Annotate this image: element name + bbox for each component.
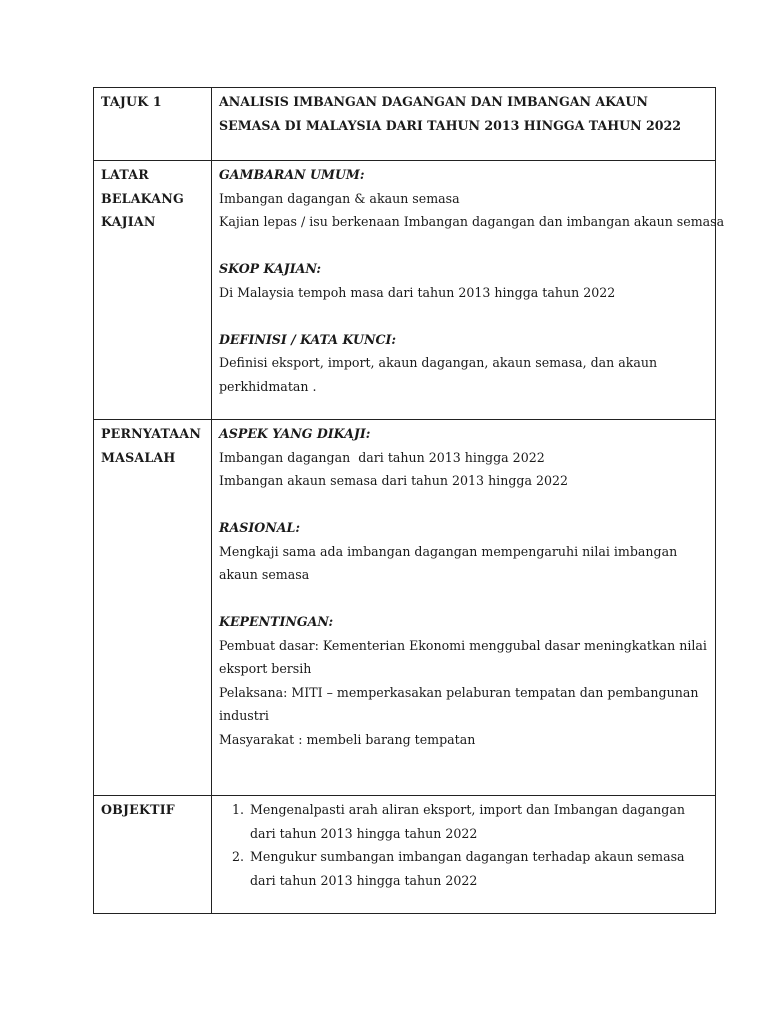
objective-list [219, 798, 708, 892]
text-paragraph: Pembuat dasar: Kementerian Ekonomi menggubal dasar meningkatkan nilai eksport bersih [219, 637, 707, 676]
label-tajuk-text: TAJUK 1 [101, 94, 162, 109]
label-pernyataan-masalah [94, 420, 212, 796]
text-line: Imbangan akaun semasa dari tahun 2013 hingga 2022 [219, 473, 569, 488]
row-latar-belakang [94, 161, 716, 420]
objective-item: 2. Mengukur sumbangan imbangan dagangan terhadap akaun semasa dari tahun 2013 hingga tahun 2022 [248, 845, 708, 892]
text-line: Di Malaysia tempoh masa dari tahun 2013 hingga tahun 2022 [219, 284, 616, 300]
section-heading-gambaran: GAMBARAN UMUM: [219, 167, 365, 182]
research-title: ANALISIS IMBANGAN DAGANGAN DAN IMBANGAN AKAUN SEMASA DI MALAYSIA DARI TAHUN 2013 HINGGA TAHUN 2022 [219, 94, 682, 133]
label-line: KAJIAN [101, 214, 156, 229]
row-pernyataan-masalah [94, 420, 716, 796]
section-heading-skop: SKOP KAJIAN: [219, 261, 322, 276]
label-line: MASALAH [101, 449, 176, 465]
content-objektif [212, 796, 716, 914]
section-heading-aspek: ASPEK YANG DIKAJI: [219, 426, 371, 441]
content-latar-belakang [212, 161, 725, 420]
section-heading-kepentingan: KEPENTINGAN: [219, 614, 334, 629]
label-line: LATAR [101, 167, 149, 182]
objective-item: 1. Mengenalpasti arah aliran eksport, import dan Imbangan dagangan dari tahun 2013 hingga tahun 2022 [248, 798, 708, 845]
text-line: Imbangan dagangan & akaun semasa [219, 190, 460, 206]
research-form-table [93, 87, 725, 914]
content-pernyataan-masalah [212, 420, 716, 796]
label-line: BELAKANG [101, 190, 184, 206]
row-objektif [94, 796, 716, 914]
label-latar-belakang [94, 161, 212, 420]
label-objektif [94, 796, 212, 914]
text-paragraph: Mengkaji sama ada imbangan dagangan mempengaruhi nilai imbangan akaun semasa [219, 543, 678, 582]
label-objektif-text: OBJEKTIF [101, 802, 175, 817]
row-tajuk [94, 88, 716, 161]
text-line: Imbangan dagangan dari tahun 2013 hingga 2022 [219, 449, 545, 465]
text-paragraph: Pelaksana: MITI – memperkasakan pelaburan tempatan dan pembangunan industri [219, 684, 699, 723]
section-heading-definisi: DEFINISI / KATA KUNCI: [219, 331, 397, 347]
section-heading-rasional: RASIONAL: [219, 520, 300, 535]
text-line: Kajian lepas / isu berkenaan Imbangan dagangan dan imbangan akaun semasa [219, 214, 725, 229]
content-tajuk [212, 88, 716, 161]
text-paragraph: Masyarakat : membeli barang tempatan [219, 731, 476, 747]
label-tajuk [94, 88, 212, 161]
text-paragraph: Definisi eksport, import, akaun dagangan, akaun semasa, dan akaun perkhidmatan . [219, 355, 658, 394]
label-line: PERNYATAAN [101, 426, 202, 441]
